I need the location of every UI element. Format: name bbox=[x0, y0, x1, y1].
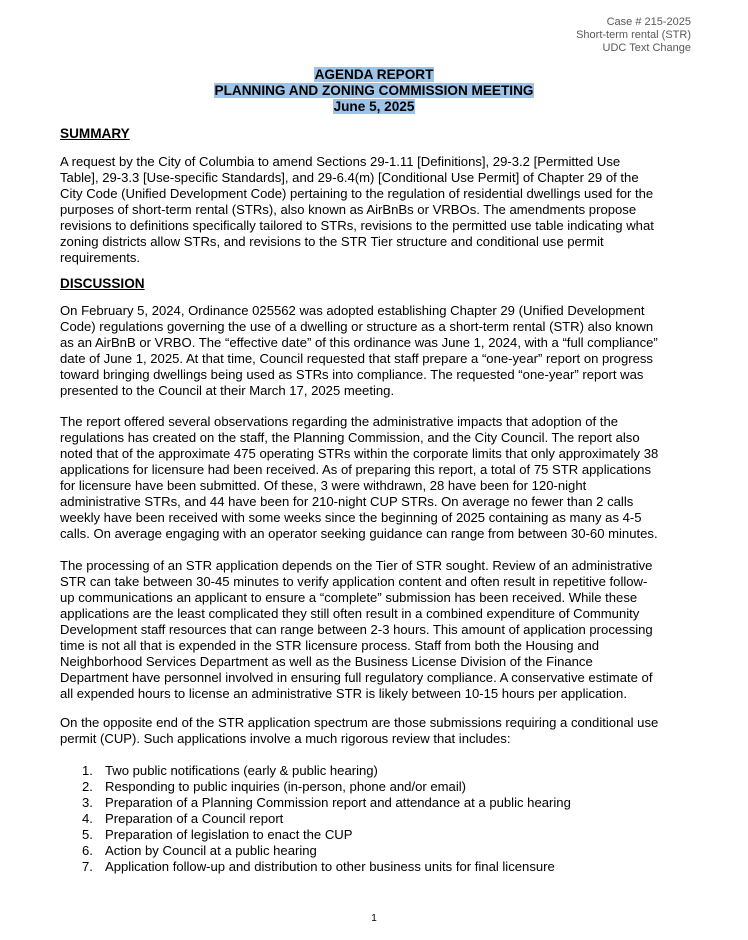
text-line: Table], 29-3.3 [Use-specific Standards], and 29-6.4(m) [Conditional Use Permit] of Chapter 29 of the bbox=[60, 170, 639, 185]
text-line: date of June 1, 2025. At that time, Council requested that staff prepare a “one-year” report on progress bbox=[60, 351, 653, 366]
text-line: purposes of short-term rental (STRs), also known as AirBnBs or VRBOs. The amendments propose bbox=[60, 202, 637, 217]
text-line: applications are the least complicated they still often result in a combined expenditure of Community bbox=[60, 606, 640, 621]
discussion-heading: DISCUSSION bbox=[60, 276, 145, 291]
list-item bbox=[82, 795, 571, 811]
list-item bbox=[82, 827, 571, 843]
report-title bbox=[0, 67, 748, 115]
list-item bbox=[82, 859, 571, 875]
text-line: Department have personnel involved in ensuring full regulatory compliance. A conservative estimate of bbox=[60, 670, 653, 685]
list-number: 1. bbox=[82, 763, 93, 778]
list-number: 4. bbox=[82, 811, 93, 826]
list-number: 3. bbox=[82, 795, 93, 810]
discussion-paragraph-3 bbox=[60, 558, 700, 702]
text-line: administrative STRs, and 44 have been for 210-night CUP STRs. On average no fewer than 2 calls bbox=[60, 494, 634, 509]
text-line: Code) regulations governing the use of a dwelling or structure as a short-term rental (STR) also known bbox=[60, 319, 654, 334]
text-line: as an AirBnB or VRBO. The “effective date” of this ordinance was June 1, 2024, with a “full compliance” bbox=[60, 335, 658, 350]
list-item bbox=[82, 763, 571, 779]
case-type: UDC Text Change bbox=[602, 42, 691, 54]
text-line: The processing of an STR application depends on the Tier of STR sought. Review of an administrative bbox=[60, 558, 653, 573]
text-line: zoning districts allow STRs, and revisions to the STR Tier structure and conditional use permit bbox=[60, 234, 604, 249]
text-line: permit (CUP). Such applications involve a much rigorous review that includes: bbox=[60, 731, 511, 746]
text-line: for licensure have been submitted. Of these, 3 were withdrawn, 28 have been for 120-night bbox=[60, 478, 587, 493]
text-line: City Code (Unified Development Code) pertaining to the regulation of residential dwellings used for the bbox=[60, 186, 654, 201]
text-line: weekly have been received with some weeks since the beginning of 2025 containing as many as 4-5 bbox=[60, 510, 642, 525]
case-number: Case # 215-2025 bbox=[606, 16, 691, 28]
text-line: applications for licensure had been received. As of preparing this report, a total of 75 STR applications bbox=[60, 462, 652, 477]
list-number: 5. bbox=[82, 827, 93, 842]
list-number: 2. bbox=[82, 779, 93, 794]
cup-review-list bbox=[82, 763, 571, 875]
list-item bbox=[82, 811, 571, 827]
summary-heading: SUMMARY bbox=[60, 126, 130, 141]
text-line: noted that of the approximate 475 operating STRs within the corporate limits that only approximately 38 bbox=[60, 446, 659, 461]
list-text: Responding to public inquiries (in-person, phone and/or email) bbox=[105, 779, 467, 794]
list-text: Preparation of a Council report bbox=[105, 811, 284, 826]
title-date: June 5, 2025 bbox=[333, 99, 415, 114]
text-line: up communications an applicant to ensure a “complete” submission has been received. While these bbox=[60, 590, 638, 605]
list-item bbox=[82, 779, 571, 795]
text-line: all expended hours to license an administrative STR is likely between 10-15 hours per application. bbox=[60, 686, 627, 701]
summary-paragraph bbox=[60, 154, 700, 266]
text-line: regulations has created on the staff, the Planning Commission, and the City Council. The report also bbox=[60, 430, 640, 445]
list-number: 6. bbox=[82, 843, 93, 858]
text-line: revisions to definitions specifically tailored to STRs, revisions to the permitted use table indicating what bbox=[60, 218, 654, 233]
title-meeting: PLANNING AND ZONING COMMISSION MEETING bbox=[214, 83, 534, 98]
list-text: Preparation of a Planning Commission report and attendance at a public hearing bbox=[105, 795, 571, 810]
text-line: calls. On average engaging with an operator seeking guidance can range from between 30-60 minutes. bbox=[60, 526, 658, 541]
text-line: presented to the Council at their March 17, 2025 meeting. bbox=[60, 383, 395, 398]
list-item bbox=[82, 843, 571, 859]
text-line: toward bringing dwellings being used as STRs into compliance. The requested “one-year” report was bbox=[60, 367, 644, 382]
text-line: On February 5, 2024, Ordinance 025562 was adopted establishing Chapter 29 (Unified Development bbox=[60, 303, 645, 318]
text-line: The report offered several observations regarding the administrative impacts that adoption of the bbox=[60, 414, 619, 429]
text-line: Neighborhood Services Department as well as the Business License Division of the Finance bbox=[60, 654, 593, 669]
page-number: 1 bbox=[371, 913, 377, 924]
discussion-paragraph-2 bbox=[60, 414, 700, 542]
list-text: Preparation of legislation to enact the CUP bbox=[105, 827, 353, 842]
text-line: time is not all that is expended in the STR licensure process. Staff from both the Housing and bbox=[60, 638, 600, 653]
title-agenda-report: AGENDA REPORT bbox=[314, 67, 434, 82]
case-header bbox=[576, 16, 691, 55]
list-text: Action by Council at a public hearing bbox=[105, 843, 317, 858]
text-line: STR can take between 30-45 minutes to verify application content and often result in repetitive follow- bbox=[60, 574, 648, 589]
list-text: Application follow-up and distribution to other business units for final licensure bbox=[105, 859, 555, 874]
text-line: Development staff resources that can range between 2-3 hours. This amount of application processing bbox=[60, 622, 653, 637]
case-subject: Short-term rental (STR) bbox=[576, 29, 691, 41]
list-number: 7. bbox=[82, 859, 93, 874]
discussion-paragraph-1 bbox=[60, 303, 700, 399]
text-line: A request by the City of Columbia to amend Sections 29-1.11 [Definitions], 29-3.2 [Permitted Use bbox=[60, 154, 621, 169]
text-line: On the opposite end of the STR application spectrum are those submissions requiring a conditional use bbox=[60, 715, 659, 730]
text-line: requirements. bbox=[60, 250, 141, 265]
discussion-paragraph-4 bbox=[60, 715, 700, 747]
list-text: Two public notifications (early & public hearing) bbox=[105, 763, 378, 778]
